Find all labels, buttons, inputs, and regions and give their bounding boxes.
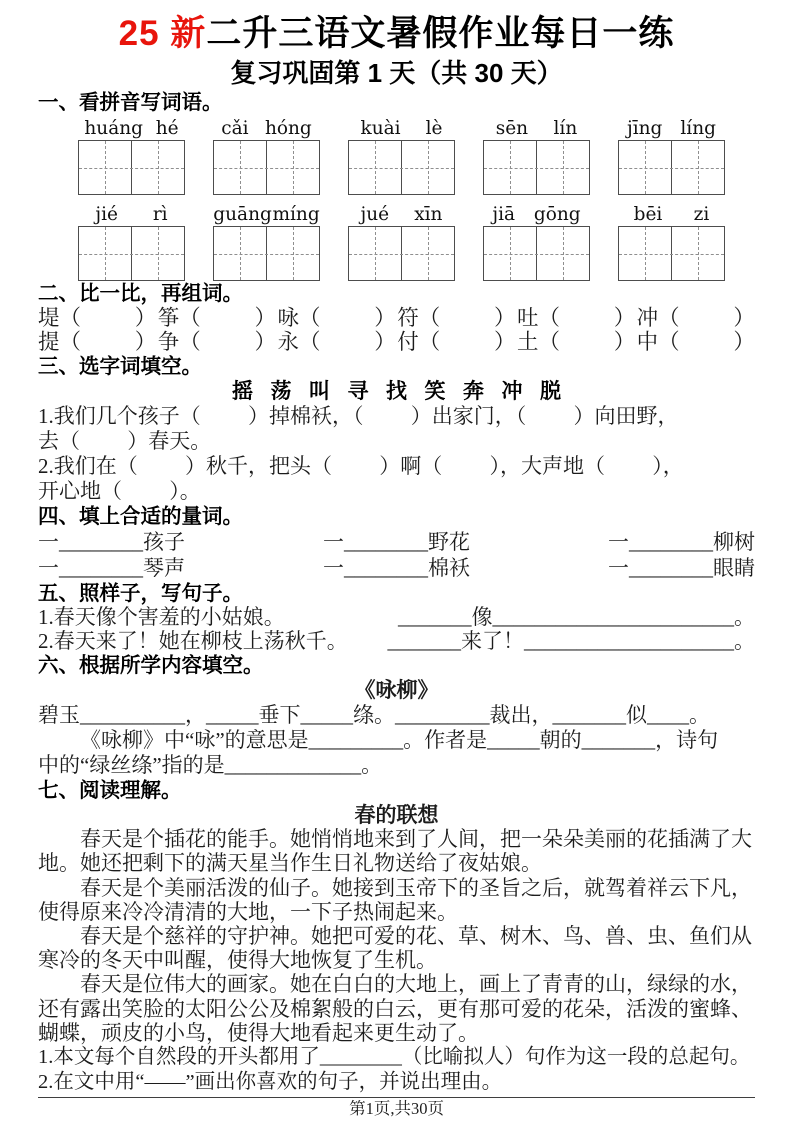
grid-cell (132, 141, 184, 194)
compare-word-item: 付（ ） (397, 330, 516, 354)
writing-grid-box (618, 140, 725, 195)
grid-cell (672, 141, 724, 194)
page-title (38, 12, 755, 56)
grid-cell (619, 141, 672, 194)
pinyin-label (78, 202, 185, 225)
measure-word-row-1 (38, 529, 755, 555)
pinyin-syllable: jīng (626, 118, 663, 139)
writing-grid-box (213, 226, 320, 281)
pinyin-word-unit (348, 116, 455, 195)
essay-line: 还有露出笑脸的太阳公公及棉絮般的白云，更有那可爱的花朵，活泼的蜜蜂、 (38, 996, 752, 1021)
pinyin-word-unit (483, 202, 590, 281)
measure-word-item: 一________棉袄 (323, 556, 470, 580)
grid-cell (349, 141, 402, 194)
essay-line: 寒冷的冬天中叫醒，使得大地恢复了生机。 (38, 948, 437, 973)
essay-line: 春天是个慈祥的守护神。她把可爱的花、草、树木、鸟、兽、虫、鱼们从 (80, 924, 752, 949)
compare-words-row-1 (38, 306, 755, 330)
grid-cell (537, 227, 589, 280)
measure-word-item: 一________琴声 (38, 556, 185, 580)
pinyin-word-unit (78, 202, 185, 281)
pinyin-label (213, 202, 320, 225)
pinyin-syllable: jié (95, 204, 119, 225)
compare-word-item: 提（ ） (38, 330, 157, 354)
pinyin-syllable: hé (155, 118, 179, 139)
essay-line: 地。她还把剩下的满天星当作生日礼物送给了夜姑娘。 (38, 851, 542, 876)
pinyin-syllable: jué (360, 204, 390, 225)
essay-line: 春天是个插花的能手。她悄悄地来到了人间，把一朵朵美丽的花插满了大 (80, 827, 752, 852)
compare-word-item: 符（ ） (397, 306, 516, 330)
pinyin-word-unit (213, 116, 320, 195)
pinyin-syllable: cǎi (221, 118, 249, 139)
pinyin-syllable: bēi (633, 204, 663, 225)
grid-cell (619, 227, 672, 280)
pinyin-label (618, 202, 725, 225)
pinyin-word-unit (618, 116, 725, 195)
sentence-example-row (38, 630, 755, 654)
pinyin-syllable: guāng (213, 204, 272, 225)
grid-cell (79, 141, 132, 194)
compare-word-item: 堤（ ） (38, 306, 157, 330)
compare-word-item: 咏（ ） (277, 306, 396, 330)
compare-word-item: 冲（ ） (636, 306, 755, 330)
sentence-template: _______像_______________________。 (398, 605, 755, 629)
compare-word-item: 争（ ） (157, 330, 276, 354)
poem-fill-line: 碧玉__________，_____垂下_____绦。_________裁出，_______似____。 (38, 703, 710, 727)
compare-word-item: 吐（ ） (516, 306, 636, 330)
measure-word-row-2 (38, 555, 755, 581)
pinyin-label (618, 116, 725, 139)
grid-cell (672, 227, 724, 280)
grid-cell (267, 227, 319, 280)
sentence-template: _______来了！____________________。 (387, 628, 755, 653)
writing-grid-box (78, 226, 185, 281)
writing-grid-box (78, 140, 185, 195)
essay-line: 春天是个美丽活泼的仙子。她接到玉帝下的圣旨之后，就驾着祥云下凡， (80, 875, 752, 900)
pinyin-syllable: kuài (360, 118, 401, 139)
section7-header: 七、阅读理解。 (38, 779, 182, 802)
pinyin-label (348, 116, 455, 139)
writing-grid-box (348, 140, 455, 195)
writing-grid-box (483, 140, 590, 195)
grid-cell (402, 141, 454, 194)
pinyin-row-2 (78, 202, 725, 281)
example-sentence: 1.春天像个害羞的小姑娘。 (38, 605, 285, 629)
section3-header: 三、选字词填空。 (38, 355, 202, 378)
measure-word-item: 一________孩子 (38, 530, 185, 554)
fill-blank-line: 2.我们在（ ）秋千，把头（ ）啊（ ），大声地（ ）， (38, 454, 684, 478)
pinyin-syllable: rì (152, 204, 168, 225)
pinyin-label (213, 116, 320, 139)
grid-cell (132, 227, 184, 280)
grid-cell (484, 141, 537, 194)
fill-blank-line: 开心地（ ）。 (38, 479, 201, 503)
title-black-part: 二升三语文暑假作业每日一练 (206, 14, 675, 53)
section1-header: 一、看拼音写词语。 (38, 91, 223, 114)
poem-fill-line: 中的“绿丝绦”指的是_____________。 (38, 753, 383, 777)
pinyin-syllable: xīn (414, 204, 443, 225)
essay-line: 蝴蝶，顽皮的小鸟，使得大地看起来更生动了。 (38, 1020, 479, 1045)
pinyin-word-unit (78, 116, 185, 195)
pinyin-syllable: hóng (264, 118, 312, 139)
pinyin-syllable: lín (553, 118, 578, 139)
compare-word-item: 永（ ） (277, 330, 396, 354)
pinyin-syllable: lè (425, 118, 443, 139)
essay-line: 使得原来冷冷清清的大地，一下子热闹起来。 (38, 899, 458, 924)
section5-header: 五、照样子，写句子。 (38, 582, 243, 605)
writing-grid-box (348, 226, 455, 281)
word-bank: 摇 荡 叫 寻 找 笑 奔 冲 脱 (231, 380, 562, 403)
pinyin-label (483, 202, 590, 225)
grid-cell (537, 141, 589, 194)
grid-cell (214, 141, 267, 194)
grid-cell (267, 141, 319, 194)
page-number: 第1页,共30页 (349, 1099, 444, 1118)
compare-word-item: 土（ ） (516, 330, 636, 354)
writing-grid-box (483, 226, 590, 281)
grid-cell (402, 227, 454, 280)
pinyin-word-unit (483, 116, 590, 195)
pinyin-label (483, 116, 590, 139)
pinyin-label (348, 202, 455, 225)
pinyin-word-unit (618, 202, 725, 281)
grid-cell (214, 227, 267, 280)
title-red-part: 25 新 (118, 14, 207, 53)
fill-blank-line: 去（ ）春天。 (38, 429, 212, 453)
measure-word-item: 一________柳树 (608, 530, 755, 554)
writing-grid-box (618, 226, 725, 281)
pinyin-syllable: zi (693, 204, 710, 225)
compare-word-item: 筝（ ） (157, 306, 276, 330)
pinyin-syllable: líng (680, 118, 716, 139)
writing-grid-box (213, 140, 320, 195)
comprehension-question: 2.在文中用“——”画出你喜欢的句子，并说出理由。 (38, 1071, 503, 1094)
pinyin-row-1 (78, 116, 725, 195)
section4-header: 四、填上合适的量词。 (38, 505, 243, 528)
grid-cell (79, 227, 132, 280)
pinyin-word-unit (348, 202, 455, 281)
pinyin-syllable: huáng (84, 118, 143, 139)
pinyin-word-unit (213, 202, 320, 281)
grid-cell (349, 227, 402, 280)
compare-word-item: 中（ ） (636, 330, 755, 354)
section6-header: 六、根据所学内容填空。 (38, 654, 264, 677)
pinyin-syllable: míng (272, 204, 320, 225)
poem-fill-line: 《咏柳》中“咏”的意思是_________。作者是_____朝的_______，诗句 (80, 728, 719, 752)
essay-title: 春的联想 (354, 803, 439, 827)
essay-line: 春天是位伟大的画家。她在白白的大地上，画上了青青的山，绿绿的水， (80, 972, 752, 997)
pinyin-syllable: gōng (533, 204, 581, 225)
pinyin-syllable: jiā (492, 204, 516, 225)
example-sentence: 2.春天来了！她在柳枝上荡秋千。 (38, 628, 348, 653)
comprehension-question: 1.本文每个自然段的开头都用了________（比喻拟人）句作为这一段的总起句。 (38, 1046, 751, 1069)
grid-cell (484, 227, 537, 280)
measure-word-item: 一________野花 (323, 530, 470, 554)
pinyin-label (78, 116, 185, 139)
measure-word-item: 一________眼睛 (608, 556, 755, 580)
pinyin-syllable: sēn (495, 118, 529, 139)
section2-header: 二、比一比，再组词。 (38, 282, 243, 305)
poem-title: 《咏柳》 (354, 678, 439, 702)
fill-blank-line: 1.我们几个孩子（ ）掉棉袄，（ ）出家门，（ ）向田野， (38, 404, 679, 428)
compare-words-row-2 (38, 330, 755, 354)
page-subtitle: 复习巩固第 1 天（共 30 天） (230, 58, 563, 88)
sentence-example-row (38, 606, 755, 630)
